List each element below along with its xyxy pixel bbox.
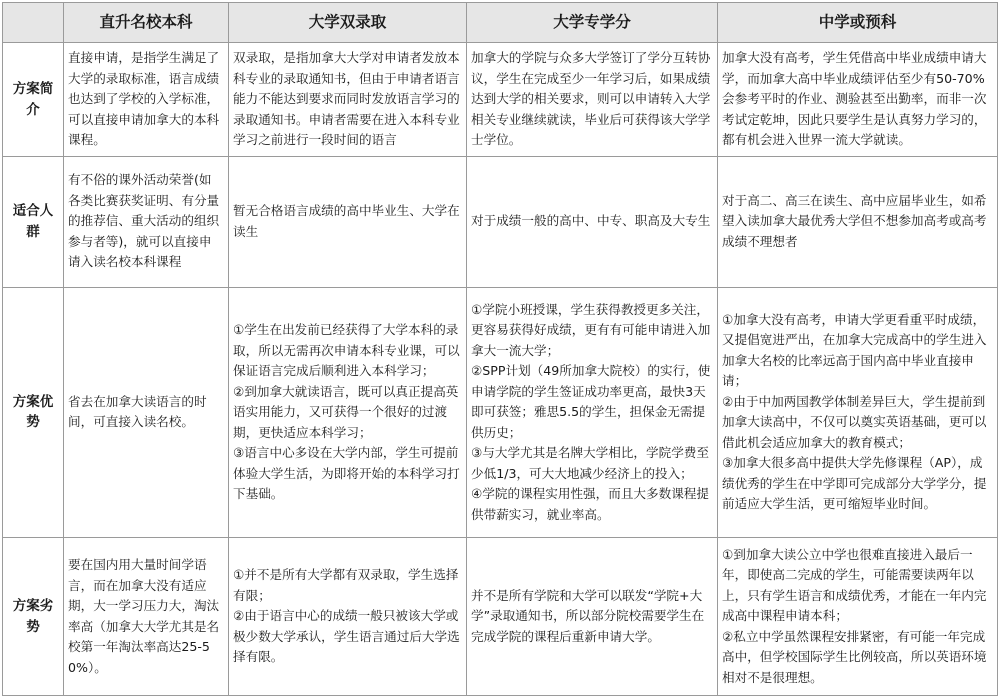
cell-paragraph: 并不是所有学院和大学可以联发“学院+大学”录取通知书，所以部分院校需要学生在完成学院的课程后重新申请大学。 — [471, 587, 705, 644]
cell-paragraph: 对于高二、高三在读生、高中应届毕业生，如希望入读加拿大最优秀大学但不想参加高考或高考成绩不理想者 — [722, 192, 987, 249]
table-row-disadvantages — [3, 538, 998, 696]
cell-audience-credit — [467, 156, 718, 287]
cell-disadvantages-dual — [229, 538, 467, 696]
header-col-credit: 大学专学分 — [467, 3, 718, 43]
cell-paragraph: ①学生在出发前已经获得了大学本科的录取，所以无需再次申请本科专业课，可以保证语言完成后顺利进入本科学习； — [233, 322, 460, 379]
cell-paragraph: ②到加拿大就读语言，既可以真正提高英语实用能力，又可获得一个很好的过渡期，更快适应本科学习； — [233, 383, 459, 440]
table-row-audience — [3, 156, 998, 287]
cell-paragraph: 暂无合格语言成绩的高中毕业生、大学在读生 — [233, 203, 460, 239]
cell-advantages-credit — [467, 287, 718, 537]
comparison-table — [2, 2, 998, 696]
cell-paragraph: 有不俗的课外活动荣誉(如各类比赛获奖证明、有分量的推荐信、重大活动的组织参与者等)，就可以直接申请入读名校本科课程 — [68, 172, 220, 270]
cell-intro-highschool — [718, 43, 998, 157]
header-corner — [3, 3, 64, 43]
cell-paragraph: ②私立中学虽然课程安排紧密，有可能一年完成高中，但学校国际学生比例较高，所以英语环境相对不是很理想。 — [722, 628, 987, 685]
cell-paragraph: 双录取，是指加拿大大学对申请者发放本科专业的录取通知书，但由于申请者语言能力不能达到要求而同时发放语言学习的录取通知书。申请者需要在进入本科专业学习之前进行一段时间的语言 — [233, 50, 460, 148]
cell-audience-highschool — [718, 156, 998, 287]
row-label-advantages: 方案优势 — [3, 287, 64, 537]
cell-audience-direct — [64, 156, 229, 287]
cell-intro-direct — [64, 43, 229, 157]
cell-disadvantages-credit — [467, 538, 718, 696]
header-col-direct: 直升名校本科 — [64, 3, 229, 43]
cell-disadvantages-highschool — [718, 538, 998, 696]
table-row-advantages — [3, 287, 998, 537]
cell-paragraph: ③与大学尤其是名牌大学相比，学院学费至少低1/3，可大大地减少经济上的投入； — [471, 445, 709, 481]
cell-paragraph: ①学院小班授课，学生获得教授更多关注，更容易获得好成绩，更有有可能申请进入加拿大一流大学； — [471, 301, 711, 358]
cell-paragraph: 加拿大的学院与众多大学签订了学分互转协议，学生在完成至少一年学习后，如果成绩达到大学的相关要求，则可以申请转入大学相关专业继续就读，毕业后可获得该大学学士学位。 — [471, 50, 711, 148]
cell-paragraph: ①到加拿大读公立中学也很难直接进入最后一年，即使高二完成的学生，可能需要读两年以上，只有学生语言和成绩优秀，才能在一年内完成高中课程申请本科； — [722, 546, 987, 624]
row-label-audience: 适合人群 — [3, 156, 64, 287]
cell-intro-credit — [467, 43, 718, 157]
row-label-disadvantages: 方案劣势 — [3, 538, 64, 696]
cell-paragraph: ②由于语言中心的成绩一般只被该大学或极少数大学承认，学生语言通过后大学选择有限。 — [233, 608, 460, 665]
cell-disadvantages-direct — [64, 538, 229, 696]
row-label-intro: 方案简介 — [3, 43, 64, 157]
table-row-intro — [3, 43, 998, 157]
cell-paragraph: 要在国内用大量时间学语言，而在加拿大没有适应期，大一学习压力大，淘汰率高（加拿大大学尤其是名校第一年淘汰率高达25-50%）。 — [68, 557, 220, 675]
cell-advantages-direct — [64, 287, 229, 537]
cell-paragraph: ③语言中心多设在大学内部，学生可提前体验大学生活，为即将开始的本科学习打下基础。 — [233, 445, 460, 502]
cell-paragraph: 直接申请，是指学生满足了大学的录取标准，语言成绩也达到了学校的入学标准，可以直接申请加拿大的本科课程。 — [68, 50, 220, 148]
cell-advantages-dual — [229, 287, 467, 537]
cell-paragraph: 对于成绩一般的高中、中专、职高及大专生 — [471, 213, 711, 229]
cell-paragraph: 加拿大没有高考，学生凭借高中毕业成绩申请大学，而加拿大高中毕业成绩评估至少有50-70%会参考平时的作业、测验甚至出勤率，而非一次考试定乾坤，因此只要学生是认真努力学习的，都有机会进入世界一流大学就读。 — [722, 50, 987, 148]
header-col-dual: 大学双录取 — [229, 3, 467, 43]
cell-audience-dual — [229, 156, 467, 287]
cell-paragraph: ③加拿大很多高中提供大学先修课程（AP），成绩优秀的学生在中学即可完成部分大学学分，提前适应大学生活，更可缩短毕业时间。 — [722, 455, 987, 512]
cell-paragraph: ④学院的课程实用性强，而且大多数课程提供带薪实习，就业率高。 — [471, 486, 709, 522]
cell-paragraph: ②SPP计划（49所加拿大院校）的实行，使申请学院的学生签证成功率更高，最快3天即可获签；雅思5.5的学生，担保金无需提供历史； — [471, 363, 711, 440]
cell-paragraph: 省去在加拿大读语言的时间，可直接入读名校。 — [68, 393, 207, 430]
cell-advantages-highschool — [718, 287, 998, 537]
cell-intro-dual — [229, 43, 467, 157]
header-row — [3, 3, 998, 43]
header-col-highschool: 中学或预科 — [718, 3, 998, 43]
cell-paragraph: ②由于中加两国教学体制差异巨大，学生提前到加拿大读高中，不仅可以奠实英语基础，更可以借此机会适应加拿大的教育模式； — [722, 393, 987, 450]
cell-paragraph: ①加拿大没有高考，申请大学更看重平时成绩，又提倡宽进严出，在加拿大完成高中的学生进入加拿大名校的比率远高于国内高中毕业直接申请； — [722, 311, 987, 389]
cell-paragraph: ①并不是所有大学都有双录取，学生选择有限； — [233, 567, 459, 603]
